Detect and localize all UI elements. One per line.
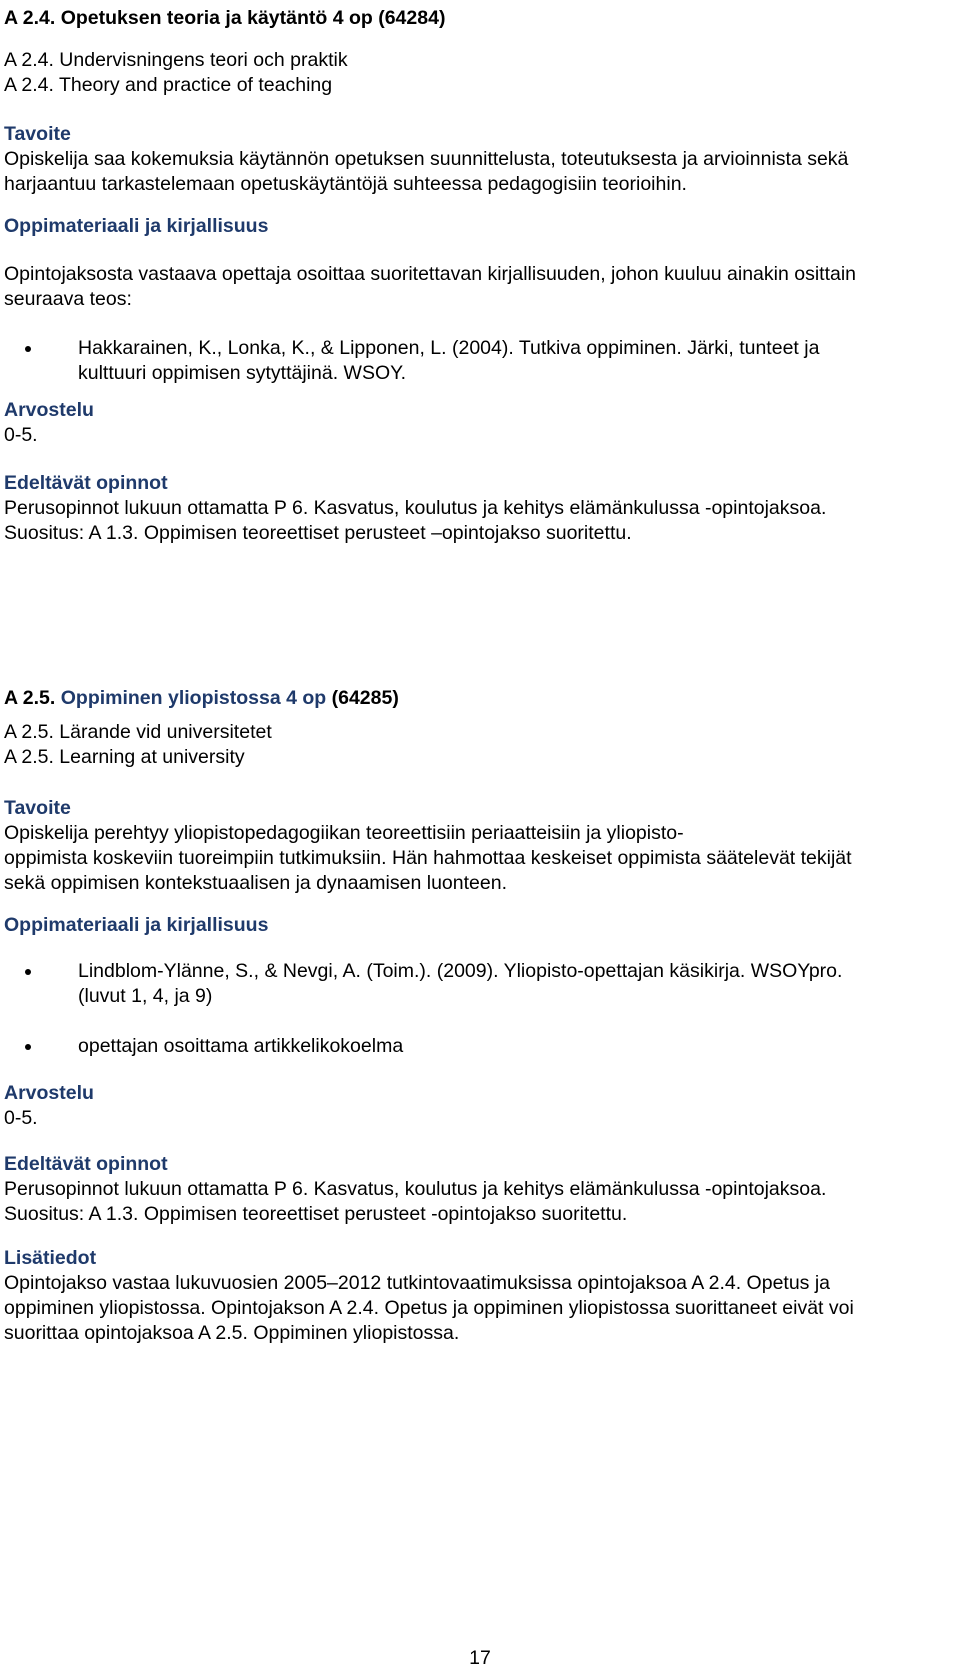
additional-info-heading: Lisätiedot [4, 1247, 97, 1269]
bullet-icon [25, 969, 31, 975]
material-heading: Oppimateriaali ja kirjallisuus [4, 914, 269, 936]
prerequisites-heading: Edeltävät opinnot [4, 1153, 168, 1175]
course-title-text: A 2.4. Opetuksen teoria ja käytäntö 4 op (64284) [4, 7, 446, 29]
book-reference-line: (luvut 1, 4, ja 9) [78, 985, 213, 1007]
goal-text-line: Opiskelija saa kokemuksia käytännön opetuksen suunnittelusta, toteutuksesta ja arvioinnista sekä [4, 148, 849, 170]
grading-heading: Arvostelu [4, 399, 94, 421]
course-title-text [4, 686, 956, 711]
grading-section [4, 1081, 956, 1131]
goal-heading: Tavoite [4, 123, 71, 145]
prerequisites-heading: Edeltävät opinnot [4, 472, 168, 494]
goal-text-line: oppimista koskeviin tuoreimpiin tutkimuksiin. Hän hahmottaa keskeiset oppimista säätelevät tekijät [4, 847, 852, 869]
prerequisites-line: Suositus: A 1.3. Oppimisen teoreettiset perusteet –opintojakso suoritettu. [4, 522, 632, 544]
grading-value: 0-5. [4, 1107, 38, 1129]
material-text-block [4, 262, 956, 312]
additional-info-line: suorittaa opintojaksoa A 2.5. Oppiminen yliopistossa. [4, 1322, 460, 1344]
goal-text-line: harjaantuu tarkastelemaan opetuskäytäntöjä suhteessa pedagogisiin teorioihin. [4, 173, 687, 195]
course-name: Oppiminen yliopistossa 4 op [60, 687, 327, 709]
grading-value: 0-5. [4, 424, 38, 446]
additional-info-line: oppiminen yliopistossa. Opintojakson A 2.4. Opetus ja oppiminen yliopistossa suorittaneet eivät voi [4, 1297, 854, 1319]
page-number: 17 [469, 1647, 491, 1669]
course-title-a24 [4, 6, 956, 31]
subtitle-swedish: A 2.4. Undervisningens teori och praktik [4, 49, 348, 71]
goal-text-line: Opiskelija perehtyy yliopistopedagogiikan teoreettisiin periaatteisiin ja yliopisto- [4, 822, 684, 844]
material-heading-block [4, 913, 956, 938]
material-text-line: seuraava teos: [4, 288, 132, 310]
book-reference-line: kulttuuri oppimisen sytyttäjinä. WSOY. [78, 362, 407, 384]
prerequisites-line: Suositus: A 1.3. Oppimisen teoreettiset perusteet -opintojakso suoritettu. [4, 1203, 628, 1225]
additional-info-line: Opintojakso vastaa lukuvuosien 2005–2012 tutkintovaatimuksissa opintojaksoa A 2.4. Opetus ja [4, 1272, 831, 1294]
goal-heading: Tavoite [4, 797, 71, 819]
material-heading-block [4, 214, 956, 239]
goal-section [4, 796, 956, 896]
course-code: A 2.5. [4, 687, 56, 709]
goal-section [4, 122, 956, 197]
subtitle-english: A 2.4. Theory and practice of teaching [4, 74, 333, 96]
prerequisites-section [4, 1152, 956, 1227]
material-text-line: Opintojaksosta vastaava opettaja osoittaa suoritettavan kirjallisuuden, johon kuuluu ainakin osittain [4, 263, 857, 285]
additional-info-section [4, 1246, 956, 1346]
subtitle-english: A 2.5. Learning at university [4, 746, 245, 768]
course-subtitles [4, 48, 956, 98]
bullet-icon [25, 1044, 31, 1050]
course-title-a25 [4, 686, 956, 711]
book-reference-line: Hakkarainen, K., Lonka, K., & Lipponen, L. (2004). Tutkiva oppiminen. Järki, tunteet ja [78, 337, 820, 359]
grading-heading: Arvostelu [4, 1082, 94, 1104]
bullet-icon [25, 346, 31, 352]
book-reference-line: opettajan osoittama artikkelikokoelma [78, 1035, 404, 1057]
goal-text-line: sekä oppimisen kontekstuaalisen ja dynaamisen luonteen. [4, 872, 507, 894]
book-reference-line: Lindblom-Ylänne, S., & Nevgi, A. (Toim.). (2009). Yliopisto-opettajan käsikirja. WSOYpro. [78, 960, 843, 982]
subtitle-swedish: A 2.5. Lärande vid universitetet [4, 721, 272, 743]
course-id: (64285) [331, 687, 399, 709]
prerequisites-line: Perusopinnot lukuun ottamatta P 6. Kasvatus, koulutus ja kehitys elämänkulussa -opintojaksoa. [4, 497, 827, 519]
course-subtitles [4, 720, 956, 770]
prerequisites-section [4, 471, 956, 546]
prerequisites-line: Perusopinnot lukuun ottamatta P 6. Kasvatus, koulutus ja kehitys elämänkulussa -opintojaksoa. [4, 1178, 827, 1200]
grading-section [4, 398, 956, 448]
material-heading: Oppimateriaali ja kirjallisuus [4, 215, 269, 237]
